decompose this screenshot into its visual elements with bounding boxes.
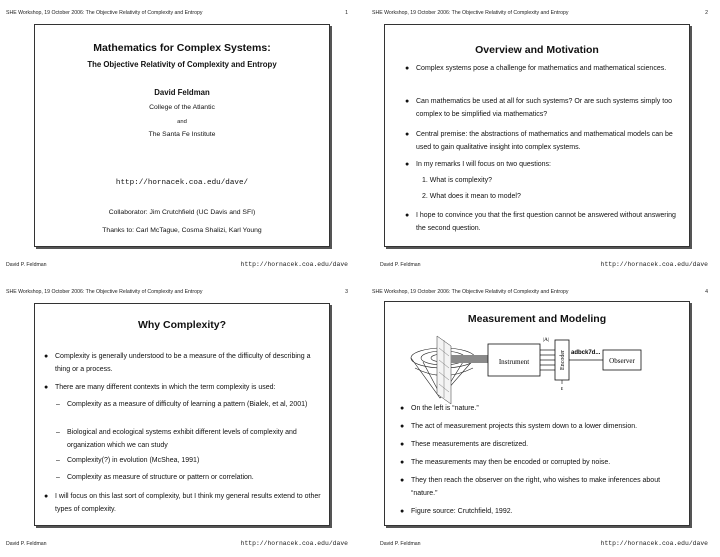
- footer-author: David P. Feldman: [6, 541, 47, 547]
- bullet-item: [400, 457, 683, 470]
- header-text: SHE Workshop, 19 October 2006: The Objective Relativity of Complexity and Entropy: [372, 10, 569, 16]
- projection-screen: [437, 336, 451, 404]
- bullet-icon: ●: [400, 477, 405, 484]
- bullet-text: These measurements are discretized.: [411, 441, 529, 448]
- page-header: [372, 10, 708, 16]
- sub-bullet-item: [56, 427, 319, 452]
- affiliation-and: and: [177, 119, 187, 125]
- bullet-text: Complex systems pose a challenge for mathematics and mathematical sciences.: [416, 65, 667, 72]
- author-name: David Feldman: [154, 88, 210, 97]
- bullet-text: I hope to convince you that the first question cannot be answered without answering the second question.: [416, 212, 676, 232]
- slide-subtitle: The Objective Relativity of Complexity and Entropy: [87, 60, 277, 69]
- homepage-link[interactable]: http://hornacek.coa.edu/dave/: [115, 179, 249, 187]
- observer-label: Observer: [609, 357, 635, 365]
- instrument-label: Instrument: [498, 358, 530, 366]
- resolution-label: |A|: [542, 337, 550, 343]
- affiliation-1: College of the Atlantic: [149, 104, 215, 111]
- question-item-2: 2. What does it mean to model?: [422, 193, 521, 200]
- page-footer: [6, 261, 348, 268]
- sub-bullet-text: Complexity(?) in evolution (McShea, 1991): [67, 457, 200, 464]
- bullet-item: [400, 506, 683, 519]
- page-header: [6, 289, 348, 295]
- bullet-item: [405, 210, 686, 235]
- sub-bullet-item: [56, 455, 319, 468]
- bullet-item: [44, 351, 321, 376]
- sub-bullet-text: Complexity as a measure of difficulty of learning a pattern (Bialek, et al, 2001): [67, 401, 308, 408]
- bullet-icon: ●: [405, 161, 410, 168]
- bullet-text: Complexity is generally understood to be a measure of the difficulty of describing a thing or a process.: [55, 353, 311, 373]
- footer-author: David P. Feldman: [380, 541, 421, 547]
- slide-frame: [384, 301, 690, 526]
- slide-title: Overview and Motivation: [475, 44, 599, 56]
- bullet-item: [400, 475, 683, 500]
- bullet-text: Can mathematics be used at all for such systems? Or are such systems simply too complex to be simplified via mathematics?: [416, 98, 672, 118]
- bullet-icon: ●: [405, 65, 410, 72]
- slide-title: Why Complexity?: [137, 319, 227, 331]
- slide-title: Mathematics for Complex Systems:: [93, 42, 271, 54]
- dash-icon: –: [56, 474, 60, 481]
- bullet-text: Figure source: Crutchfield, 1992.: [411, 508, 513, 515]
- bullet-item: [405, 63, 686, 76]
- page-footer: [380, 261, 708, 268]
- bullet-icon: ●: [44, 353, 49, 360]
- header-text: SHE Workshop, 19 October 2006: The Objective Relativity of Complexity and Entropy: [6, 10, 203, 16]
- signal-arrows: [540, 350, 555, 370]
- bullet-text: Central premise: the abstractions of mathematics and mathematical models can be used to gain qualitative insight into complex systems.: [416, 131, 673, 151]
- footer-author: David P. Feldman: [380, 262, 421, 268]
- page-header: [6, 10, 348, 16]
- footer-url[interactable]: http://hornacek.coa.edu/dave: [600, 540, 708, 547]
- slide-page-4: [360, 279, 720, 557]
- symbol-stream-label: adbck7d...: [571, 350, 601, 356]
- bullet-icon: ●: [44, 493, 49, 500]
- bullet-icon: ●: [405, 212, 410, 219]
- dash-icon: –: [56, 429, 60, 436]
- slide-title: Measurement and Modeling: [467, 313, 607, 325]
- header-text: SHE Workshop, 19 October 2006: The Objective Relativity of Complexity and Entropy: [372, 289, 569, 295]
- page-number: 2: [705, 10, 708, 16]
- header-text: SHE Workshop, 19 October 2006: The Objective Relativity of Complexity and Entropy: [6, 289, 203, 295]
- slide-page-3: [0, 279, 360, 557]
- affiliation-2: The Santa Fe Institute: [148, 131, 216, 138]
- thanks-line: Thanks to: Carl McTague, Cosma Shalizi, Karl Young: [102, 227, 262, 234]
- bullet-text: On the left is “nature.”: [411, 405, 479, 412]
- sub-bullet-text: Biological and ecological systems exhibit different levels of complexity and organization which we can study: [67, 429, 297, 449]
- bullet-icon: ●: [400, 423, 405, 430]
- bullet-item: [405, 159, 686, 172]
- page-number: 4: [705, 289, 708, 295]
- bullet-text: The measurements may then be encoded or corrupted by noise.: [411, 459, 611, 466]
- bullet-icon: ●: [400, 508, 405, 515]
- footer-url[interactable]: http://hornacek.coa.edu/dave: [240, 261, 348, 268]
- sub-bullet-text: Complexity as measure of structure or pattern or correlation.: [67, 474, 254, 481]
- slide-page-1: [0, 0, 360, 278]
- slide-frame: [34, 303, 330, 526]
- bullet-text: They then reach the observer on the right, who wishes to make inferences about “nature.”: [411, 477, 661, 497]
- bullet-item: [44, 382, 321, 395]
- bullet-text: There are many different contexts in which the term complexity is used:: [55, 384, 276, 391]
- page-number: 3: [345, 289, 348, 295]
- footer-url[interactable]: http://hornacek.coa.edu/dave: [240, 540, 348, 547]
- sub-bullet-item: [56, 472, 319, 485]
- page-number: 1: [345, 10, 348, 16]
- bullet-item: [44, 491, 321, 516]
- bullet-text: I will focus on this last sort of complexity, but I think my general results extend to other types of complexity.: [55, 493, 321, 513]
- footer-url[interactable]: http://hornacek.coa.edu/dave: [600, 261, 708, 268]
- question-item-1: 1. What is complexity?: [422, 177, 493, 184]
- bullet-item: [400, 403, 683, 416]
- slide-page-2: [360, 0, 720, 278]
- bullet-icon: ●: [400, 405, 405, 412]
- slide-frame: [34, 24, 330, 247]
- noise-label: ε: [560, 386, 564, 392]
- bullet-item: [405, 129, 686, 154]
- bullet-icon: ●: [44, 384, 49, 391]
- slide-frame: [384, 24, 690, 247]
- dash-icon: –: [56, 401, 60, 408]
- bullet-icon: ●: [405, 131, 410, 138]
- projection-beam: [451, 355, 488, 363]
- bullet-text: In my remarks I will focus on two questions:: [416, 161, 551, 168]
- bullet-item: [405, 96, 686, 121]
- measurement-figure: [385, 328, 691, 410]
- bullet-icon: ●: [400, 441, 405, 448]
- collaborator-line: Collaborator: Jim Crutchfield (UC Davis and SFI): [108, 209, 256, 216]
- page-footer: [6, 540, 348, 547]
- bullet-icon: ●: [405, 98, 410, 105]
- page-footer: [380, 540, 708, 547]
- bullet-text: The act of measurement projects this system down to a lower dimension.: [411, 423, 638, 430]
- encoder-label: Encoder: [560, 350, 566, 370]
- bullet-item: [400, 439, 683, 452]
- bullet-item: [400, 421, 683, 434]
- page-header: [372, 289, 708, 295]
- footer-author: David P. Feldman: [6, 262, 47, 268]
- sub-bullet-item: [56, 399, 319, 412]
- bullet-icon: ●: [400, 459, 405, 466]
- dash-icon: –: [56, 457, 60, 464]
